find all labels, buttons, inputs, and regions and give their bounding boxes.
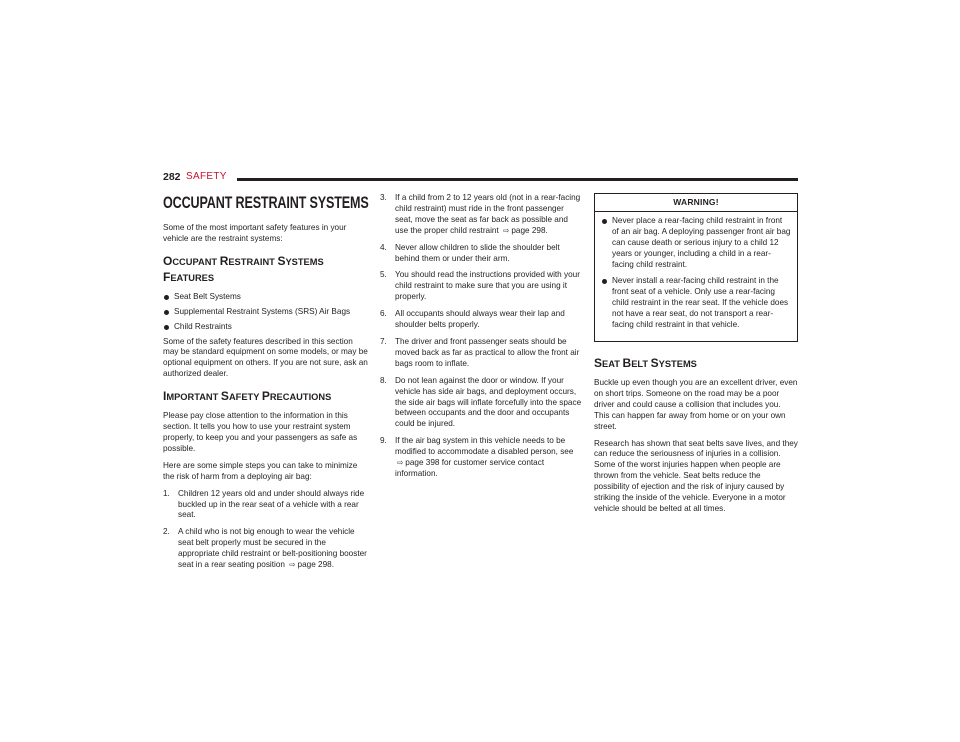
page-number: 282 xyxy=(163,171,181,183)
column-left xyxy=(163,193,369,577)
chapter-title: OCCUPANT RESTRAINT SYSTEMS xyxy=(163,193,369,212)
list-item: 1. Children 12 years old and under should always ride buckled up in the rear seat of a vehicle with a rear seat. xyxy=(163,488,365,520)
column-middle xyxy=(380,193,582,486)
seatbelt-heading: SEAT BELT SYSTEMS xyxy=(594,355,697,370)
warning-title: WARNING! xyxy=(595,194,797,212)
steps-list xyxy=(380,193,582,480)
features-heading: OCCUPANT RESTRAINT SYSTEMS FEATURES xyxy=(163,253,324,284)
warning-box xyxy=(594,193,798,342)
features-list xyxy=(163,292,369,333)
list-item: Never place a rear-facing child restraint in front of an air bag. A deploying passenger front air bag can cause death or serious injury to a child 12 years or younger, including a child in a rear-facing child restraint. xyxy=(601,216,791,271)
page-ref-arrow-icon: ⇨ xyxy=(503,225,510,235)
list-item: 6. All occupants should always wear their lap and shoulder belts properly. xyxy=(380,309,565,330)
intro-paragraph: Some of the most important safety features in your vehicle are the restraint systems: xyxy=(163,223,347,243)
page-ref-arrow-icon: ⇨ xyxy=(397,458,404,468)
precautions-paragraph: Here are some simple steps you can take to minimize the risk of harm from a deploying air bag: xyxy=(163,460,358,481)
precautions-paragraph: Please pay close attention to the information in this section. It tells you how to use your restraint system properly, to keep you and your passengers as safe as possible. xyxy=(163,411,358,453)
page-ref-link[interactable]: page 298. xyxy=(511,225,548,235)
list-item: 7. The driver and front passenger seats should be moved back as far as practical to allow the front air bags room to inflate. xyxy=(380,336,580,368)
seatbelt-paragraph: Buckle up even though you are an excellent driver, even on short trips. Someone on the road may be a poor driver and could cause a collision that includes you. This can happen far away from home or on your own street. xyxy=(594,377,798,431)
warning-list xyxy=(595,212,797,338)
list-item: Supplemental Restraint Systems (SRS) Air Bags xyxy=(163,307,369,318)
list-item: Child Restraints xyxy=(163,322,369,333)
list-item: 9. If the air bag system in this vehicle needs to be modified to accommodate a disabled person, see ⇨ page 398 for customer service contact information. xyxy=(380,436,574,478)
section-name: SAFETY xyxy=(186,171,227,182)
list-item: Seat Belt Systems xyxy=(163,292,369,303)
list-item: 4. Never allow children to slide the shoulder belt behind them or under their arm. xyxy=(380,242,560,263)
column-right xyxy=(594,193,798,521)
page-header xyxy=(163,171,798,185)
precautions-heading: IMPORTANT SAFETY PRECAUTIONS xyxy=(163,389,332,404)
list-item: Never install a rear-facing child restraint in the front seat of a vehicle. Only use a rear-facing child restraint in the rear seat. If the vehicle does not have a rear seat, do not transport a rear-facing child restraint in that vehicle. xyxy=(601,276,791,331)
list-item: 2. A child who is not big enough to wear the vehicle seat belt properly must be secured in the appropriate child restraint or belt-positioning booster seat in a rear seating position ⇨ page 298. xyxy=(163,527,367,570)
features-note: Some of the safety features described in this section may be standard equipment on some models, or may be optional equipment on others. If you are not sure, ask an authorized dealer. xyxy=(163,336,368,379)
page-ref-link[interactable]: page 298. xyxy=(297,560,334,570)
page-ref-link[interactable]: page 398 for customer service contact information. xyxy=(395,458,545,478)
steps-list xyxy=(163,489,369,571)
list-item: 8. Do not lean against the door or window. If your vehicle has side air bags, and deployment occurs, the side air bags will inflate forcefully into the space between occupants and the door and occupants could be injured. xyxy=(380,375,582,429)
list-item: 5. You should read the instructions provided with your child restraint to make sure that you are using it properly. xyxy=(380,270,580,302)
seatbelt-paragraph: Research has shown that seat belts save lives, and they can reduce the seriousness of injuries in a collision. Some of the worst injuries happen when people are thrown from the vehicle. Seat belts reduce the possibility of ejection and the risk of injury caused by striking the inside of the vehicle. Everyone in a motor vehicle should be belted at all times. xyxy=(594,438,798,513)
header-rule xyxy=(237,178,798,181)
list-item: 3. If a child from 2 to 12 years old (not in a rear-facing child restraint) must ride in the front passenger seat, move the seat as far back as possible and use the proper child restraint ⇨ page 298. xyxy=(380,193,581,235)
page-ref-arrow-icon: ⇨ xyxy=(289,560,296,570)
